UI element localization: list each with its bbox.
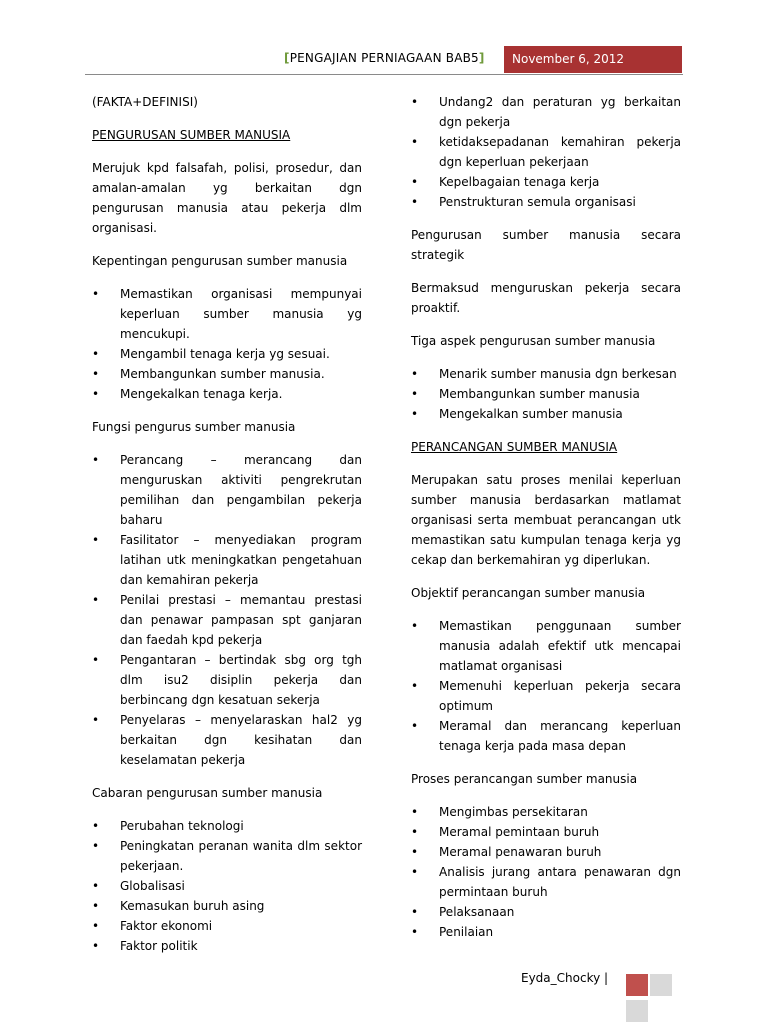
fakta-label: (FAKTA+DEFINISI): [92, 95, 198, 109]
subheading-tiga-aspek: Tiga aspek pengurusan sumber manusia: [411, 334, 656, 348]
list-item: • Meramal dan merancang keperluan tenaga kerja pada masa depan: [411, 716, 681, 756]
list-item: • Perubahan teknologi: [92, 816, 362, 836]
list-item: • Undang2 dan peraturan yg berkaitan dgn pekerja: [411, 92, 681, 132]
list-item: • Peningkatan peranan wanita dlm sektor pekerjaan.: [92, 836, 362, 876]
cabaran-list: [92, 816, 362, 956]
footer-decor-square: [626, 1000, 648, 1022]
footer-author: Eyda_Chocky |: [521, 971, 609, 985]
list-item: • Penilai prestasi – memantau prestasi dan penawar pampasan spt ganjaran dan faedah kpd pekerja: [92, 590, 362, 650]
list-item: • Meramal penawaran buruh: [411, 842, 681, 862]
cabaran-list-continued: [411, 92, 681, 212]
section-heading-pengurusan: PENGURUSAN SUMBER MANUSIA: [92, 128, 291, 142]
perancangan-paragraph: Merupakan satu proses menilai keperluan sumber manusia berdasarkan matlamat organisasi serta membuat perancangan utk memastikan satu kumpulan tenaga kerja yg cekap dan berkemahiran yg diperlukan.: [411, 473, 681, 567]
list-item: • Perancang – merancang dan menguruskan aktiviti pengrekrutan pemilihan dan pengambilan pekerja baharu: [92, 450, 362, 530]
header-bracket-close: ]: [478, 51, 485, 65]
proses-list: [411, 802, 681, 942]
definition-paragraph: Merujuk kpd falsafah, polisi, prosedur, dan amalan-amalan yg berkaitan dgn pengurusan manusia atau pekerja dlm organisasi.: [92, 161, 362, 235]
subheading-kepentingan: Kepentingan pengurusan sumber manusia: [92, 254, 348, 268]
list-item: • Mengekalkan sumber manusia: [411, 404, 681, 424]
list-item: • Kepelbagaian tenaga kerja: [411, 172, 681, 192]
header-divider: [85, 74, 683, 75]
objektif-list: [411, 616, 681, 756]
strategik-paragraph: Bermaksud menguruskan pekerja secara proaktif.: [411, 281, 681, 315]
right-column: [411, 92, 681, 955]
list-item: • Penilaian: [411, 922, 681, 942]
header-date-badge: November 6, 2012: [504, 46, 682, 73]
list-item: • Meramal pemintaan buruh: [411, 822, 681, 842]
list-item: • Membangunkan sumber manusia.: [92, 364, 362, 384]
left-column: [92, 92, 362, 969]
section-heading-perancangan: PERANCANGAN SUMBER MANUSIA: [411, 440, 618, 454]
list-item: • ketidaksepadanan kemahiran pekerja dgn keperluan pekerjaan: [411, 132, 681, 172]
list-item: • Faktor politik: [92, 936, 362, 956]
tiga-aspek-list: [411, 364, 681, 424]
subheading-proses: Proses perancangan sumber manusia: [411, 772, 638, 786]
list-item: • Penyelaras – menyelaraskan hal2 yg berkaitan dgn kesihatan dan keselamatan pekerja: [92, 710, 362, 770]
list-item: • Faktor ekonomi: [92, 916, 362, 936]
subheading-strategik: Pengurusan sumber manusia secara strategik: [411, 228, 681, 262]
list-item: • Membangunkan sumber manusia: [411, 384, 681, 404]
list-item: • Pengantaran – bertindak sbg org tgh dlm isu2 disiplin pekerja dan berbincang dgn kesatuan sekerja: [92, 650, 362, 710]
list-item: • Mengekalkan tenaga kerja.: [92, 384, 362, 404]
header-title-text: PENGAJIAN PERNIAGAAN BAB5: [289, 51, 479, 65]
list-item: • Globalisasi: [92, 876, 362, 896]
list-item: • Mengimbas persekitaran: [411, 802, 681, 822]
kepentingan-list: [92, 284, 362, 404]
header-bracket-open: [: [284, 51, 290, 65]
list-item: • Kemasukan buruh asing: [92, 896, 362, 916]
list-item: • Pelaksanaan: [411, 902, 681, 922]
subheading-cabaran: Cabaran pengurusan sumber manusia: [92, 786, 323, 800]
list-item: • Mengambil tenaga kerja yg sesuai.: [92, 344, 362, 364]
header-title: [284, 51, 485, 65]
list-item: • Memastikan penggunaan sumber manusia adalah efektif utk mencapai matlamat organisasi: [411, 616, 681, 676]
footer-decor-square: [626, 974, 648, 996]
list-item: • Menarik sumber manusia dgn berkesan: [411, 364, 681, 384]
footer-decor-square: [650, 974, 672, 996]
subheading-objektif: Objektif perancangan sumber manusia: [411, 586, 646, 600]
subheading-fungsi: Fungsi pengurus sumber manusia: [92, 420, 296, 434]
list-item: • Analisis jurang antara penawaran dgn permintaan buruh: [411, 862, 681, 902]
fungsi-list: [92, 450, 362, 770]
list-item: • Memastikan organisasi mempunyai keperluan sumber manusia yg mencukupi.: [92, 284, 362, 344]
list-item: • Fasilitator – menyediakan program latihan utk meningkatkan pengetahuan dan kemahiran pekerja: [92, 530, 362, 590]
list-item: • Memenuhi keperluan pekerja secara optimum: [411, 676, 681, 716]
list-item: • Penstrukturan semula organisasi: [411, 192, 681, 212]
